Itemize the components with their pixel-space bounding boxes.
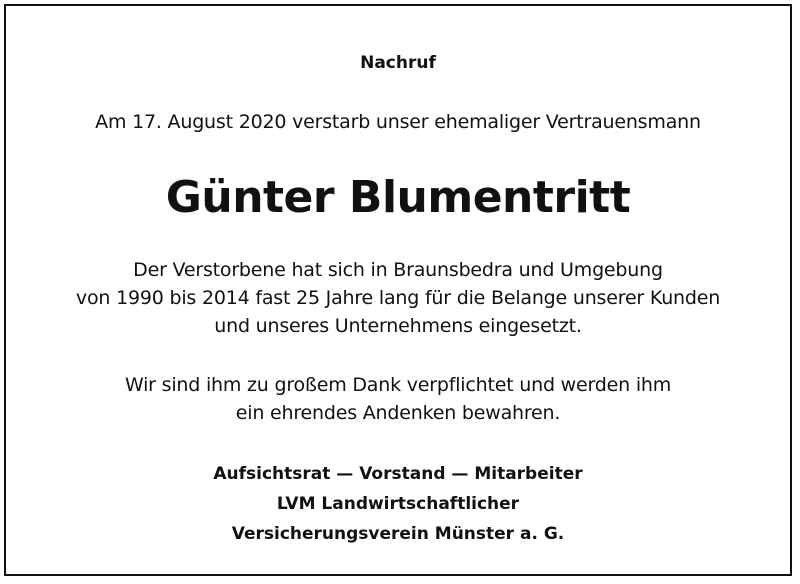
signer-line: Versicherungsverein Münster a. G. (231, 524, 565, 544)
gratitude-line: Wir sind ihm zu großem Dank verpflichtet und werden ihm (124, 374, 672, 396)
signer-line: Aufsichtsrat — Vorstand — Mitarbeiter (213, 464, 583, 484)
signer-line: LVM Landwirtschaftlicher (276, 494, 520, 514)
gratitude-line: ein ehrendes Andenken bewahren. (235, 402, 561, 424)
deceased-name: Günter Blumentritt (165, 172, 631, 223)
gratitude-paragraph (6, 371, 790, 427)
tribute-paragraph (6, 256, 790, 340)
tribute-line: von 1990 bis 2014 fast 25 Jahre lang für die Belange unserer Kunden (75, 287, 721, 309)
obituary-notice (4, 4, 792, 576)
notice-heading: Nachruf (360, 53, 436, 73)
tribute-line: und unseres Unternehmens eingesetzt. (214, 315, 582, 337)
signature-block (6, 459, 790, 549)
tribute-line: Der Verstorbene hat sich in Braunsbedra und Umgebung (133, 259, 663, 281)
intro-line: Am 17. August 2020 verstarb unser ehemaliger Vertrauensmann (95, 111, 701, 133)
